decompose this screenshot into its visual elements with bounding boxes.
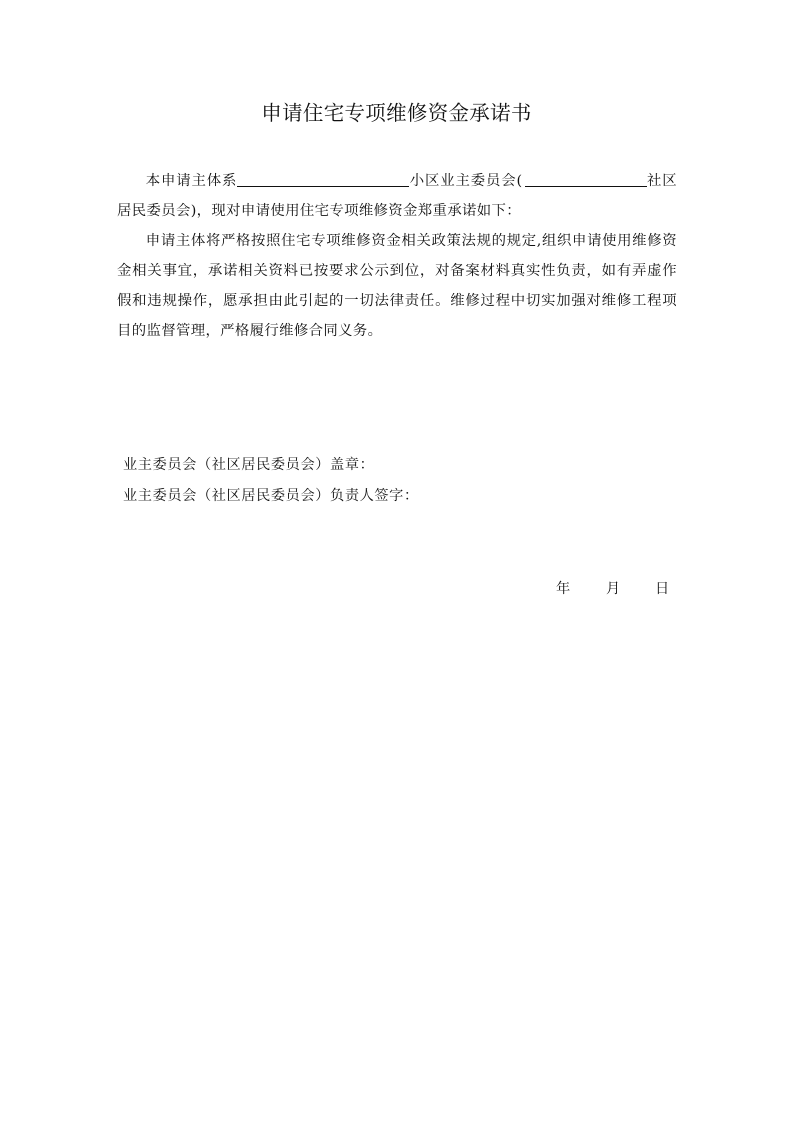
date-month-label: 月 (606, 581, 621, 597)
intro-lead-text: 本申请主体系 (145, 173, 238, 189)
community-name-blank[interactable] (525, 170, 647, 187)
applicant-name-blank[interactable] (237, 170, 409, 187)
date-year-label: 年 (556, 581, 571, 597)
intro-tail-text: 社区居民委员会)，现对申请使用住宅专项维修资金郑重承诺如下： (117, 173, 678, 219)
commitment-intro-paragraph (117, 166, 677, 226)
commitment-body-paragraph (117, 226, 677, 346)
signature-line: 业主委员会（社区居民委员会）负责人签字： (123, 488, 419, 504)
seal-line: 业主委员会（社区居民委员会）盖章： (123, 457, 375, 473)
commitment-body-text: 申请主体将严格按照住宅专项维修资金相关政策法规的规定,组织申请使用维修资金相关事宜，承诺相关资料已按要求公示到位，对备案材料真实性负责，如有弄虚作假和违规操作，愿承担由此引起的一切法律责任。维修过程中切实加强对维修工程项目的监督管理，严格履行维修合同义务。 (117, 233, 677, 339)
document-title: 申请住宅专项维修资金承诺书 (261, 101, 532, 125)
intro-middle-text: 小区业主委员会( (409, 173, 523, 189)
date-day-label: 日 (655, 581, 670, 597)
